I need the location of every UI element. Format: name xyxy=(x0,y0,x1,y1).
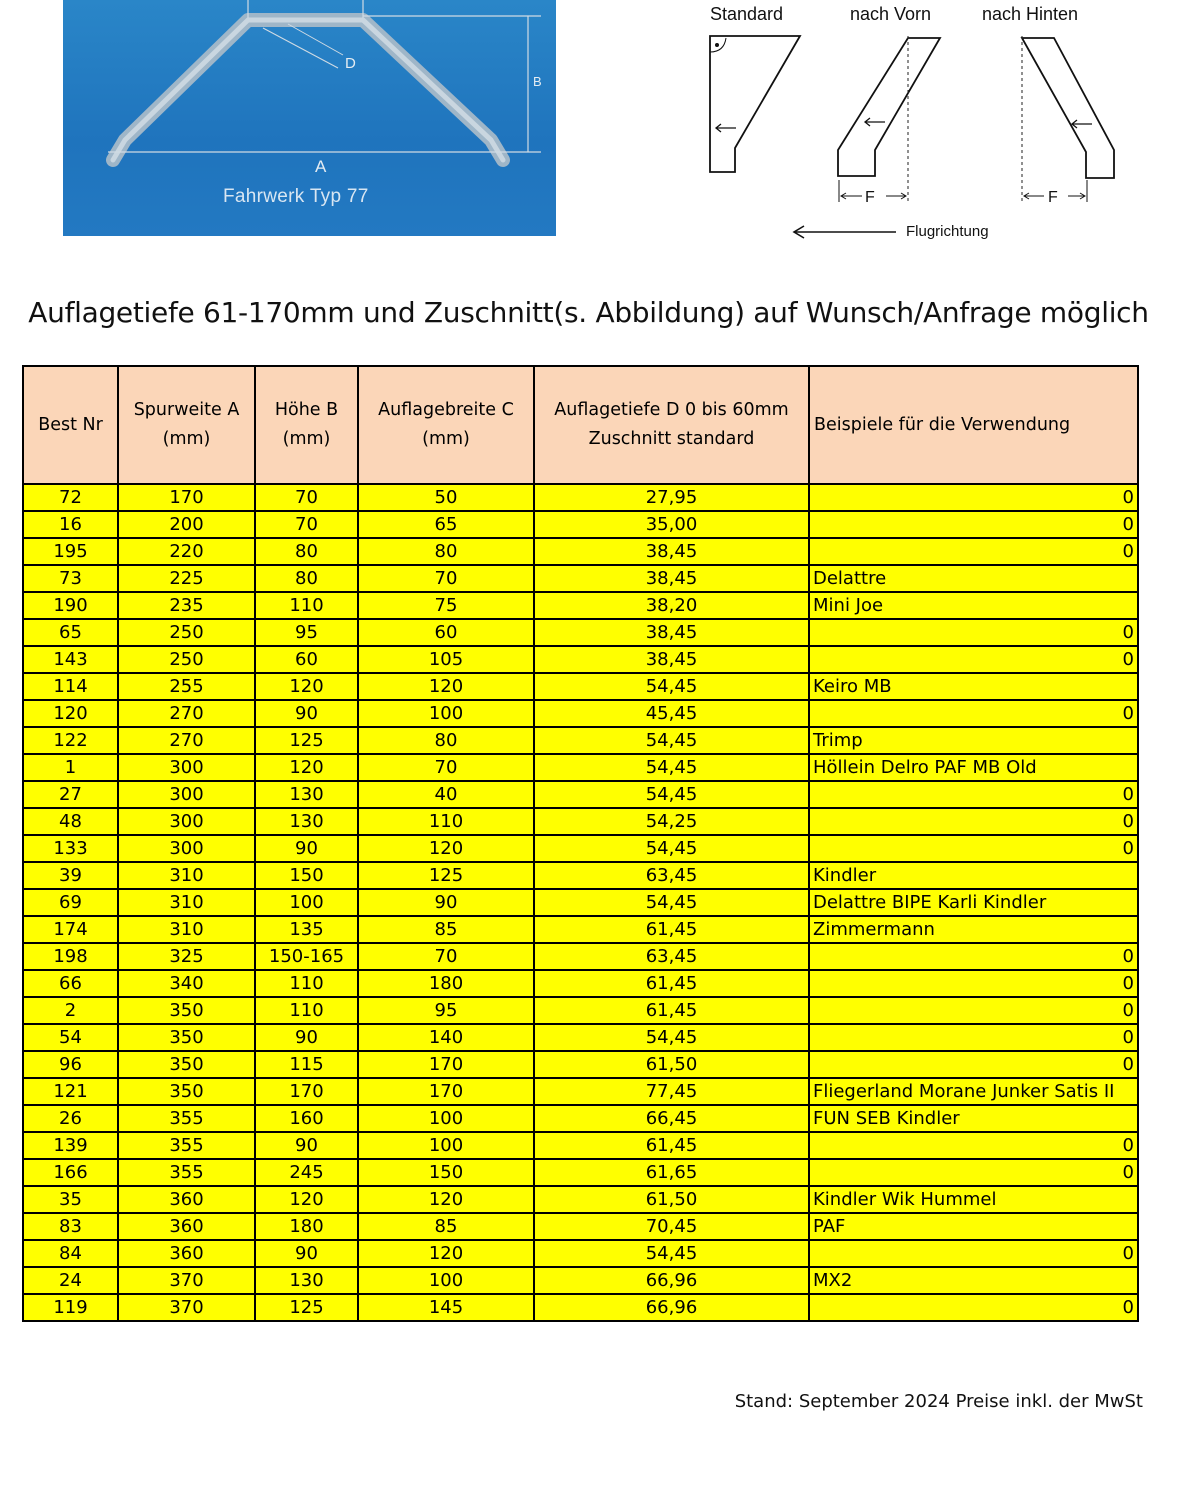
label-a: A xyxy=(315,157,327,176)
cell-auflagebreite: 100 xyxy=(358,1105,534,1132)
cell-auflagebreite: 60 xyxy=(358,619,534,646)
table-row xyxy=(23,970,1138,997)
cell-hoehe: 110 xyxy=(255,592,358,619)
usage-zero-value: 0 xyxy=(1122,1054,1134,1075)
cell-auflagebreite: 100 xyxy=(358,1132,534,1159)
landing-gear-photo xyxy=(63,0,556,236)
cell-spurweite: 360 xyxy=(118,1213,255,1240)
cell-spurweite: 300 xyxy=(118,754,255,781)
usage-text: Mini Joe xyxy=(813,595,884,616)
cell-auflagetiefe: 54,45 xyxy=(534,835,809,862)
usage-zero-value: 0 xyxy=(1122,946,1134,967)
cell-auflagebreite: 85 xyxy=(358,916,534,943)
cell-auflagetiefe: 54,45 xyxy=(534,1024,809,1051)
cell-auflagetiefe: 61,45 xyxy=(534,1132,809,1159)
cell-beispiele xyxy=(809,1051,1138,1078)
usage-text: Trimp xyxy=(813,730,863,751)
cell-beispiele xyxy=(809,781,1138,808)
label-d: D xyxy=(345,55,356,72)
cell-beispiele xyxy=(809,1267,1138,1294)
cell-hoehe: 90 xyxy=(255,835,358,862)
cell-auflagebreite: 170 xyxy=(358,1051,534,1078)
cell-best-nr: 96 xyxy=(23,1051,118,1078)
cell-auflagetiefe: 54,45 xyxy=(534,1240,809,1267)
cell-hoehe: 245 xyxy=(255,1159,358,1186)
table-row xyxy=(23,835,1138,862)
usage-zero-value: 0 xyxy=(1122,1027,1134,1048)
cell-auflagetiefe: 61,65 xyxy=(534,1159,809,1186)
cell-spurweite: 325 xyxy=(118,943,255,970)
cell-best-nr: 143 xyxy=(23,646,118,673)
cell-beispiele xyxy=(809,754,1138,781)
cell-auflagetiefe: 38,45 xyxy=(534,538,809,565)
cell-hoehe: 110 xyxy=(255,997,358,1024)
cell-auflagetiefe: 61,50 xyxy=(534,1186,809,1213)
cell-hoehe: 90 xyxy=(255,1024,358,1051)
cell-best-nr: 48 xyxy=(23,808,118,835)
cell-auflagetiefe: 54,45 xyxy=(534,781,809,808)
photo-caption: Fahrwerk Typ 77 xyxy=(223,186,369,207)
cell-auflagebreite: 145 xyxy=(358,1294,534,1321)
cell-best-nr: 27 xyxy=(23,781,118,808)
usage-zero-value: 0 xyxy=(1122,1000,1134,1021)
table-row xyxy=(23,1159,1138,1186)
cell-auflagebreite: 70 xyxy=(358,754,534,781)
usage-zero-value: 0 xyxy=(1122,1135,1134,1156)
cell-auflagebreite: 75 xyxy=(358,592,534,619)
cell-beispiele xyxy=(809,700,1138,727)
cell-hoehe: 120 xyxy=(255,1186,358,1213)
cell-beispiele xyxy=(809,646,1138,673)
header-auflagebreite: Auflagebreite C (mm) xyxy=(358,366,534,484)
cell-spurweite: 170 xyxy=(118,484,255,511)
cell-hoehe: 110 xyxy=(255,970,358,997)
cell-auflagebreite: 120 xyxy=(358,673,534,700)
footer-note: Stand: September 2024 Preise inkl. der MwSt xyxy=(734,1391,1143,1412)
label-f-hinten: F xyxy=(1048,189,1058,206)
cell-spurweite: 310 xyxy=(118,862,255,889)
cell-best-nr: 195 xyxy=(23,538,118,565)
cell-auflagebreite: 120 xyxy=(358,1186,534,1213)
cell-hoehe: 95 xyxy=(255,619,358,646)
label-nach-hinten: nach Hinten xyxy=(982,4,1079,24)
cell-auflagebreite: 150 xyxy=(358,1159,534,1186)
header-auflagetiefe: Auflagetiefe D 0 bis 60mm Zuschnitt standard xyxy=(534,366,809,484)
cell-auflagebreite: 120 xyxy=(358,835,534,862)
cell-hoehe: 120 xyxy=(255,673,358,700)
usage-zero-value: 0 xyxy=(1122,1162,1134,1183)
usage-text: Keiro MB xyxy=(813,676,892,697)
usage-zero-value: 0 xyxy=(1122,811,1134,832)
cell-spurweite: 310 xyxy=(118,916,255,943)
cell-beispiele xyxy=(809,943,1138,970)
cell-auflagebreite: 100 xyxy=(358,700,534,727)
usage-text: Fliegerland Morane Junker Satis II xyxy=(813,1081,1115,1102)
cell-best-nr: 174 xyxy=(23,916,118,943)
usage-zero-value: 0 xyxy=(1122,838,1134,859)
table-row xyxy=(23,1294,1138,1321)
table-body xyxy=(23,484,1138,1321)
cell-beispiele xyxy=(809,1078,1138,1105)
table-row xyxy=(23,1132,1138,1159)
cell-spurweite: 360 xyxy=(118,1186,255,1213)
cell-beispiele xyxy=(809,727,1138,754)
cell-auflagebreite: 70 xyxy=(358,565,534,592)
cell-auflagetiefe: 27,95 xyxy=(534,484,809,511)
usage-text: FUN SEB Kindler xyxy=(813,1108,960,1129)
table-row xyxy=(23,646,1138,673)
cell-best-nr: 39 xyxy=(23,862,118,889)
table-row xyxy=(23,673,1138,700)
usage-text: Delattre BIPE Karli Kindler xyxy=(813,892,1047,913)
cell-spurweite: 250 xyxy=(118,646,255,673)
table-row xyxy=(23,538,1138,565)
table-row xyxy=(23,997,1138,1024)
cell-best-nr: 120 xyxy=(23,700,118,727)
cell-hoehe: 90 xyxy=(255,1132,358,1159)
cell-auflagetiefe: 38,45 xyxy=(534,565,809,592)
cell-beispiele xyxy=(809,1159,1138,1186)
cell-auflagebreite: 65 xyxy=(358,511,534,538)
cell-auflagebreite: 80 xyxy=(358,538,534,565)
table-row xyxy=(23,1078,1138,1105)
cell-beispiele xyxy=(809,1213,1138,1240)
header-best-nr: Best Nr xyxy=(23,366,118,484)
table-row xyxy=(23,1105,1138,1132)
cell-hoehe: 90 xyxy=(255,700,358,727)
cell-auflagetiefe: 38,45 xyxy=(534,619,809,646)
cell-auflagetiefe: 45,45 xyxy=(534,700,809,727)
header-beispiele: Beispiele für die Verwendung xyxy=(809,366,1138,484)
cell-auflagetiefe: 61,45 xyxy=(534,916,809,943)
cut-shapes xyxy=(690,0,1130,250)
cell-beispiele xyxy=(809,484,1138,511)
usage-zero-value: 0 xyxy=(1122,514,1134,535)
cell-auflagetiefe: 61,45 xyxy=(534,970,809,997)
usage-zero-value: 0 xyxy=(1122,622,1134,643)
cell-auflagebreite: 70 xyxy=(358,943,534,970)
usage-text: MX2 xyxy=(813,1270,853,1291)
cell-best-nr: 83 xyxy=(23,1213,118,1240)
cell-spurweite: 355 xyxy=(118,1159,255,1186)
cell-best-nr: 73 xyxy=(23,565,118,592)
cell-auflagetiefe: 61,50 xyxy=(534,1051,809,1078)
cell-spurweite: 225 xyxy=(118,565,255,592)
cell-best-nr: 72 xyxy=(23,484,118,511)
cell-beispiele xyxy=(809,1240,1138,1267)
cell-beispiele xyxy=(809,592,1138,619)
cell-spurweite: 350 xyxy=(118,1078,255,1105)
cell-beispiele xyxy=(809,1132,1138,1159)
cell-beispiele xyxy=(809,673,1138,700)
table-row xyxy=(23,727,1138,754)
table-row xyxy=(23,1213,1138,1240)
cell-hoehe: 100 xyxy=(255,889,358,916)
cell-beispiele xyxy=(809,1024,1138,1051)
cell-spurweite: 200 xyxy=(118,511,255,538)
cell-spurweite: 355 xyxy=(118,1105,255,1132)
cell-hoehe: 150 xyxy=(255,862,358,889)
cell-auflagetiefe: 63,45 xyxy=(534,943,809,970)
usage-zero-value: 0 xyxy=(1122,649,1134,670)
table-row xyxy=(23,1051,1138,1078)
cell-auflagebreite: 180 xyxy=(358,970,534,997)
usage-zero-value: 0 xyxy=(1122,1243,1134,1264)
cell-hoehe: 120 xyxy=(255,754,358,781)
usage-text: Höllein Delro PAF MB Old xyxy=(813,757,1037,778)
cell-auflagebreite: 95 xyxy=(358,997,534,1024)
cell-spurweite: 255 xyxy=(118,673,255,700)
cell-hoehe: 115 xyxy=(255,1051,358,1078)
cell-best-nr: 84 xyxy=(23,1240,118,1267)
cell-beispiele xyxy=(809,565,1138,592)
table-row xyxy=(23,592,1138,619)
usage-text: PAF xyxy=(813,1216,846,1237)
cell-best-nr: 139 xyxy=(23,1132,118,1159)
price-table xyxy=(22,365,1139,1322)
cell-hoehe: 90 xyxy=(255,1240,358,1267)
table-row xyxy=(23,1267,1138,1294)
table-row xyxy=(23,943,1138,970)
cell-auflagebreite: 125 xyxy=(358,862,534,889)
table-row xyxy=(23,754,1138,781)
cell-spurweite: 370 xyxy=(118,1294,255,1321)
cell-spurweite: 370 xyxy=(118,1267,255,1294)
cell-auflagetiefe: 54,25 xyxy=(534,808,809,835)
cell-best-nr: 190 xyxy=(23,592,118,619)
cell-best-nr: 166 xyxy=(23,1159,118,1186)
header-spurweite: Spurweite A (mm) xyxy=(118,366,255,484)
table-row xyxy=(23,619,1138,646)
cell-auflagebreite: 85 xyxy=(358,1213,534,1240)
table-row xyxy=(23,1240,1138,1267)
cell-best-nr: 54 xyxy=(23,1024,118,1051)
usage-zero-value: 0 xyxy=(1122,541,1134,562)
cell-hoehe: 180 xyxy=(255,1213,358,1240)
cell-hoehe: 70 xyxy=(255,511,358,538)
cell-spurweite: 350 xyxy=(118,1051,255,1078)
cell-auflagetiefe: 38,20 xyxy=(534,592,809,619)
cell-spurweite: 300 xyxy=(118,781,255,808)
cell-beispiele xyxy=(809,808,1138,835)
header-hoehe: Höhe B (mm) xyxy=(255,366,358,484)
table-header-row xyxy=(23,366,1138,484)
cell-spurweite: 300 xyxy=(118,808,255,835)
cell-auflagebreite: 120 xyxy=(358,1240,534,1267)
cell-auflagetiefe: 54,45 xyxy=(534,727,809,754)
cell-beispiele xyxy=(809,1105,1138,1132)
label-f-vorn: F xyxy=(865,189,875,206)
usage-zero-value: 0 xyxy=(1122,703,1134,724)
cell-hoehe: 130 xyxy=(255,1267,358,1294)
cell-best-nr: 121 xyxy=(23,1078,118,1105)
cell-best-nr: 1 xyxy=(23,754,118,781)
cell-beispiele xyxy=(809,862,1138,889)
cell-best-nr: 198 xyxy=(23,943,118,970)
table-row xyxy=(23,781,1138,808)
cell-spurweite: 250 xyxy=(118,619,255,646)
cell-best-nr: 119 xyxy=(23,1294,118,1321)
cell-beispiele xyxy=(809,835,1138,862)
cell-hoehe: 60 xyxy=(255,646,358,673)
cell-auflagetiefe: 77,45 xyxy=(534,1078,809,1105)
table-row xyxy=(23,565,1138,592)
cell-auflagetiefe: 54,45 xyxy=(534,673,809,700)
cut-diagram xyxy=(690,0,1130,250)
cell-hoehe: 160 xyxy=(255,1105,358,1132)
label-b: B xyxy=(533,74,542,89)
table-row xyxy=(23,511,1138,538)
cell-hoehe: 130 xyxy=(255,808,358,835)
cell-best-nr: 35 xyxy=(23,1186,118,1213)
cell-hoehe: 135 xyxy=(255,916,358,943)
table-row xyxy=(23,484,1138,511)
usage-text: Kindler xyxy=(813,865,877,886)
cell-auflagetiefe: 66,96 xyxy=(534,1294,809,1321)
cell-auflagebreite: 90 xyxy=(358,889,534,916)
cell-spurweite: 300 xyxy=(118,835,255,862)
cell-auflagetiefe: 38,45 xyxy=(534,646,809,673)
cell-beispiele xyxy=(809,970,1138,997)
cell-spurweite: 270 xyxy=(118,727,255,754)
cell-auflagebreite: 80 xyxy=(358,727,534,754)
cell-best-nr: 16 xyxy=(23,511,118,538)
cell-hoehe: 125 xyxy=(255,727,358,754)
cell-auflagebreite: 40 xyxy=(358,781,534,808)
cell-spurweite: 220 xyxy=(118,538,255,565)
label-nach-vorn: nach Vorn xyxy=(850,4,932,24)
cell-best-nr: 24 xyxy=(23,1267,118,1294)
table-row xyxy=(23,700,1138,727)
cell-best-nr: 65 xyxy=(23,619,118,646)
cell-auflagetiefe: 70,45 xyxy=(534,1213,809,1240)
cell-auflagebreite: 170 xyxy=(358,1078,534,1105)
cell-spurweite: 350 xyxy=(118,997,255,1024)
label-standard: Standard xyxy=(710,4,784,24)
usage-text: Zimmermann xyxy=(813,919,935,940)
cell-beispiele xyxy=(809,538,1138,565)
cell-best-nr: 2 xyxy=(23,997,118,1024)
cell-hoehe: 170 xyxy=(255,1078,358,1105)
cell-auflagetiefe: 61,45 xyxy=(534,997,809,1024)
cell-spurweite: 310 xyxy=(118,889,255,916)
cell-hoehe: 70 xyxy=(255,484,358,511)
cell-spurweite: 350 xyxy=(118,1024,255,1051)
cell-spurweite: 360 xyxy=(118,1240,255,1267)
cell-best-nr: 133 xyxy=(23,835,118,862)
table-row xyxy=(23,808,1138,835)
cell-spurweite: 355 xyxy=(118,1132,255,1159)
usage-text: Kindler Wik Hummel xyxy=(813,1189,997,1210)
cell-hoehe: 150-165 xyxy=(255,943,358,970)
cell-beispiele xyxy=(809,997,1138,1024)
cell-best-nr: 69 xyxy=(23,889,118,916)
cell-auflagebreite: 140 xyxy=(358,1024,534,1051)
cell-auflagetiefe: 54,45 xyxy=(534,754,809,781)
cell-spurweite: 235 xyxy=(118,592,255,619)
table-row xyxy=(23,889,1138,916)
cell-auflagetiefe: 35,00 xyxy=(534,511,809,538)
cell-auflagetiefe: 54,45 xyxy=(534,889,809,916)
cell-beispiele xyxy=(809,1294,1138,1321)
table-row xyxy=(23,862,1138,889)
cell-auflagebreite: 100 xyxy=(358,1267,534,1294)
cell-auflagebreite: 105 xyxy=(358,646,534,673)
usage-zero-value: 0 xyxy=(1122,973,1134,994)
cell-hoehe: 130 xyxy=(255,781,358,808)
cell-auflagetiefe: 63,45 xyxy=(534,862,809,889)
usage-zero-value: 0 xyxy=(1122,487,1134,508)
usage-zero-value: 0 xyxy=(1122,1297,1134,1318)
table-row xyxy=(23,1186,1138,1213)
cell-hoehe: 125 xyxy=(255,1294,358,1321)
cell-best-nr: 66 xyxy=(23,970,118,997)
cell-best-nr: 122 xyxy=(23,727,118,754)
cell-hoehe: 80 xyxy=(255,538,358,565)
usage-text: Delattre xyxy=(813,568,887,589)
cell-hoehe: 80 xyxy=(255,565,358,592)
cell-beispiele xyxy=(809,916,1138,943)
cell-auflagebreite: 50 xyxy=(358,484,534,511)
cell-beispiele xyxy=(809,619,1138,646)
page-heading: Auflagetiefe 61-170mm und Zuschnitt(s. Abbildung) auf Wunsch/Anfrage möglich xyxy=(28,296,1149,329)
table-row xyxy=(23,1024,1138,1051)
cell-spurweite: 340 xyxy=(118,970,255,997)
cell-auflagetiefe: 66,45 xyxy=(534,1105,809,1132)
table-row xyxy=(23,916,1138,943)
cell-best-nr: 114 xyxy=(23,673,118,700)
cell-beispiele xyxy=(809,889,1138,916)
cell-auflagetiefe: 66,96 xyxy=(534,1267,809,1294)
cell-spurweite: 270 xyxy=(118,700,255,727)
cell-beispiele xyxy=(809,511,1138,538)
cell-beispiele xyxy=(809,1186,1138,1213)
cell-best-nr: 26 xyxy=(23,1105,118,1132)
cell-auflagebreite: 110 xyxy=(358,808,534,835)
usage-zero-value: 0 xyxy=(1122,784,1134,805)
label-flugrichtung: Flugrichtung xyxy=(906,223,989,240)
